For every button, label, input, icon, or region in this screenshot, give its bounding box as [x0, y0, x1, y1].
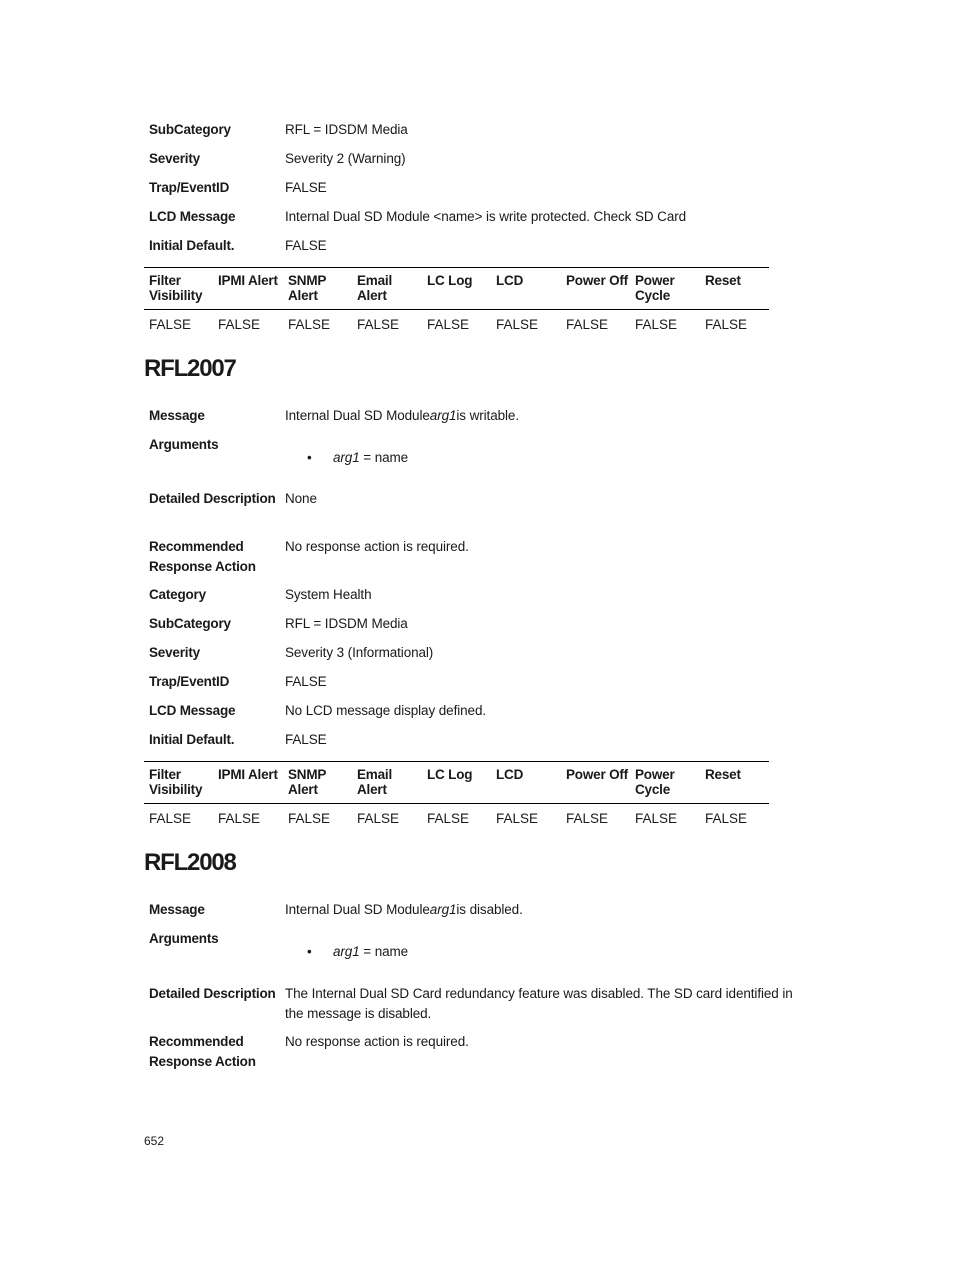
detail-value: FALSE — [285, 732, 327, 747]
detail-label: Severity — [149, 645, 200, 660]
column-header-email-alert: Email Alert — [352, 268, 422, 310]
detail-value — [285, 929, 809, 962]
detail-label: SubCategory — [149, 616, 231, 631]
table-cell: FALSE — [427, 811, 470, 826]
column-header-snmp-alert: SNMP Alert — [283, 762, 352, 804]
filter-table — [144, 267, 769, 332]
column-header-reset: Reset — [700, 762, 769, 804]
detail-label: Recommended Response Action — [149, 539, 256, 574]
column-header-ipmi-alert: IPMI Alert — [213, 762, 283, 804]
detail-row-severity — [149, 149, 809, 178]
detail-value: RFL = IDSDM Media — [285, 122, 408, 137]
column-header-filter-visibility: Filter Visibility — [144, 762, 213, 804]
detail-row-subcategory — [149, 120, 809, 149]
detail-label: SubCategory — [149, 122, 231, 137]
detail-value: Severity 3 (Informational) — [285, 645, 434, 660]
detail-label: Message — [149, 408, 205, 423]
list-item — [285, 448, 809, 468]
detail-label: Detailed Description — [149, 491, 276, 506]
column-header-lc-log: LC Log — [422, 268, 491, 310]
message-text: is writable. — [456, 408, 519, 423]
argument-list — [285, 448, 809, 468]
detail-row-arguments — [149, 435, 809, 489]
column-header-lc-log: LC Log — [422, 762, 491, 804]
column-header-lcd: LCD — [491, 762, 561, 804]
detail-value: No LCD message display defined. — [285, 703, 487, 718]
detail-row-detailed-description — [149, 984, 809, 1032]
list-item — [285, 942, 809, 962]
detail-value: None — [285, 491, 317, 506]
detail-label: LCD Message — [149, 209, 236, 224]
table-cell: FALSE — [149, 317, 192, 332]
table-cell: FALSE — [705, 317, 748, 332]
message-argument: arg1 — [429, 408, 457, 423]
detail-label: Arguments — [149, 437, 219, 452]
detail-label: Message — [149, 902, 205, 917]
detail-row-detailed-description — [149, 489, 809, 537]
detail-value: System Health — [285, 587, 372, 602]
detail-row-lcd-message — [149, 701, 809, 730]
detail-value: FALSE — [285, 180, 327, 195]
detail-value: The Internal Dual SD Card redundancy feature was disabled. The SD card identified in the message is disabled. — [285, 986, 793, 1021]
column-header-power-off: Power Off — [561, 762, 630, 804]
table-cell: FALSE — [218, 317, 261, 332]
detail-value — [285, 900, 809, 920]
detail-label: Arguments — [149, 931, 219, 946]
detail-value: Severity 2 (Warning) — [285, 151, 406, 166]
argument-value: = name — [359, 944, 409, 959]
message-argument: arg1 — [429, 902, 457, 917]
event-details-rfl2008 — [149, 900, 809, 1080]
table-cell: FALSE — [357, 317, 400, 332]
detail-value — [285, 435, 809, 468]
message-text: Internal Dual SD Module — [285, 902, 430, 917]
message-text: is disabled. — [456, 902, 523, 917]
detail-value: FALSE — [285, 238, 327, 253]
detail-value: No response action is required. — [285, 1034, 469, 1049]
table-cell: FALSE — [496, 811, 539, 826]
detail-row-severity — [149, 643, 809, 672]
detail-row-initial-default — [149, 730, 809, 759]
detail-value: No response action is required. — [285, 539, 469, 554]
detail-value: FALSE — [285, 674, 327, 689]
page-number: 652 — [144, 1134, 165, 1148]
argument-name: arg1 — [333, 944, 360, 959]
detail-row-category — [149, 585, 809, 614]
detail-label: Initial Default. — [149, 238, 235, 253]
detail-row-trap — [149, 672, 809, 701]
detail-row-lcd-message — [149, 207, 809, 236]
filter-table-header — [144, 268, 769, 310]
detail-label: Initial Default. — [149, 732, 235, 747]
section-heading-rfl2008: RFL2008 — [144, 849, 236, 876]
detail-row-arguments — [149, 929, 809, 984]
column-header-filter-visibility: Filter Visibility — [144, 268, 213, 310]
message-text: Internal Dual SD Module — [285, 408, 430, 423]
argument-list — [285, 942, 809, 962]
bullet-icon: • — [307, 450, 312, 465]
detail-value — [285, 406, 809, 426]
section-heading-rfl2007: RFL2007 — [144, 355, 236, 382]
detail-label: Recommended Response Action — [149, 1034, 256, 1069]
detail-row-recommended-action — [149, 537, 809, 585]
table-row — [144, 804, 769, 827]
detail-label: Category — [149, 587, 206, 602]
detail-value: Internal Dual SD Module <name> is write protected. Check SD Card — [285, 209, 687, 224]
event-details-rfl2007 — [149, 406, 809, 759]
detail-value: RFL = IDSDM Media — [285, 616, 408, 631]
filter-table-header — [144, 762, 769, 804]
detail-row-recommended-action — [149, 1032, 809, 1080]
column-header-email-alert: Email Alert — [352, 762, 422, 804]
table-row — [144, 310, 769, 333]
column-header-power-off: Power Off — [561, 268, 630, 310]
detail-label: LCD Message — [149, 703, 236, 718]
column-header-power-cycle: Power Cycle — [630, 268, 700, 310]
column-header-power-cycle: Power Cycle — [630, 762, 700, 804]
table-cell: FALSE — [288, 317, 331, 332]
table-cell: FALSE — [288, 811, 331, 826]
table-cell: FALSE — [427, 317, 470, 332]
table-cell: FALSE — [357, 811, 400, 826]
argument-value: = name — [359, 450, 409, 465]
table-cell: FALSE — [496, 317, 539, 332]
table-cell: FALSE — [566, 811, 609, 826]
argument-name: arg1 — [333, 450, 360, 465]
detail-row-subcategory — [149, 614, 809, 643]
column-header-reset: Reset — [700, 268, 769, 310]
table-cell: FALSE — [149, 811, 192, 826]
detail-label: Trap/EventID — [149, 674, 230, 689]
table-cell: FALSE — [566, 317, 609, 332]
event-details-continued — [149, 120, 809, 265]
detail-label: Trap/EventID — [149, 180, 230, 195]
table-cell: FALSE — [705, 811, 748, 826]
detail-label: Severity — [149, 151, 200, 166]
filter-table — [144, 761, 769, 826]
detail-label: Detailed Description — [149, 986, 276, 1001]
table-cell: FALSE — [635, 811, 678, 826]
column-header-snmp-alert: SNMP Alert — [283, 268, 352, 310]
bullet-icon: • — [307, 944, 312, 959]
detail-row-initial-default — [149, 236, 809, 265]
detail-row-message — [149, 406, 809, 435]
table-cell: FALSE — [218, 811, 261, 826]
detail-row-message — [149, 900, 809, 929]
detail-row-trap — [149, 178, 809, 207]
column-header-ipmi-alert: IPMI Alert — [213, 268, 283, 310]
table-cell: FALSE — [635, 317, 678, 332]
column-header-lcd: LCD — [491, 268, 561, 310]
